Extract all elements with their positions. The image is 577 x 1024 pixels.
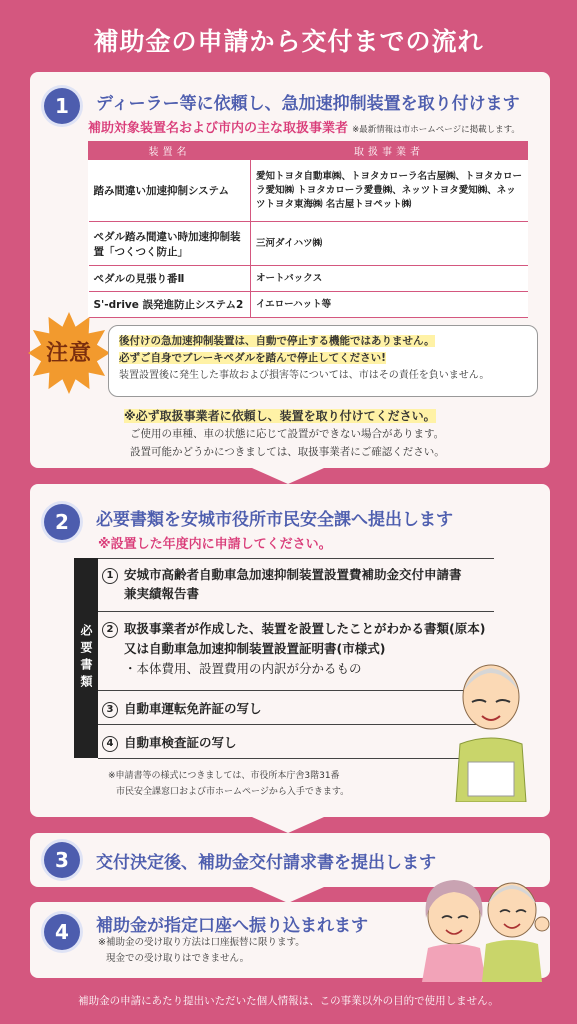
doc-divider — [98, 611, 494, 612]
table-row — [89, 222, 528, 266]
install-notice-line: 設置可能かどうかにつきましては、取扱事業者にご確認ください。 — [130, 446, 445, 458]
elderly-couple-illustration — [412, 858, 552, 982]
doc-item-2: 2 取扱事業者が作成した、装置を設置したことがわかる書類(原本) 又は自動車急加速抑制装置設置証明書(市様式) ・本体費用、設置費用の内訳が分かるもの — [102, 619, 485, 679]
device-dealer: 三河ダイハツ㈱ — [251, 222, 528, 266]
step2-notes: ※申請書等の様式につきましては、市役所本庁舎3階31番 市民安全課窓口および市ホームページから入手できます。 — [108, 771, 350, 797]
doc-number: 3 — [102, 702, 118, 718]
caution-line: 必ずご自身でブレーキペダルを踏んで停止してください! — [119, 352, 386, 364]
docs-label: 必要書類 — [74, 558, 98, 758]
arrow-down-2 — [252, 817, 324, 833]
caution-label: 注意 — [45, 341, 92, 366]
step1-subheading-text: 補助対象装置名および市内の主な取扱事業者 — [88, 121, 349, 136]
device-dealer: イエローハット等 — [251, 292, 528, 318]
step2-number: 2 — [44, 504, 80, 540]
step1-subheading-note: ※最新情報は市ホームページに掲載します。 — [352, 125, 520, 135]
install-notice-line: ご使用の車種、車の状態に応じて設置ができない場合があります。 — [130, 428, 445, 440]
arrow-down-1 — [252, 468, 324, 484]
table-header-device: 装置名 — [89, 142, 251, 160]
doc-divider — [98, 724, 494, 725]
doc-item-1: 1 安城市高齢者自動車急加速抑制装置設置費補助金交付申請書 兼実績報告書 — [102, 565, 462, 603]
install-notice-main: ※必ず取扱事業者に依頼し、装置を取り付けてください。 — [124, 409, 436, 423]
doc-number: 2 — [102, 622, 118, 638]
table-row — [89, 266, 528, 292]
caution-line: 装置設置後に発生した事故および損害等については、市はその責任を負いません。 — [119, 370, 490, 381]
table-row — [89, 160, 528, 222]
step4-number: 4 — [44, 914, 80, 950]
table-header-dealer: 取扱事業者 — [251, 142, 528, 160]
device-table — [88, 141, 528, 318]
device-dealer: オートバックス — [251, 266, 528, 292]
elderly-man-illustration — [450, 652, 532, 802]
step4-notes: ※補助金の受け取り方法は口座振替に限ります。 現金での受け取りはできません。 — [98, 937, 305, 964]
step2-heading: 必要書類を安城市役所市民安全課へ提出します — [96, 510, 453, 530]
caution-line: 後付けの急加速抑制装置は、自動で停止する機能ではありません。 — [119, 335, 435, 347]
step4-heading: 補助金が指定口座へ振り込まれます — [96, 916, 368, 936]
caution-box — [108, 325, 538, 397]
device-dealer: 愛知トヨタ自動車㈱、トヨタカローラ名古屋㈱、トヨタカローラ愛知㈱ トヨタカローラ愛豊㈱、ネッツトヨタ愛知㈱、ネッツトヨタ東海㈱ 名古屋トヨペット㈱ — [251, 160, 528, 222]
step1-number: 1 — [44, 88, 80, 124]
step1-heading: ディーラー等に依頼し、急加速抑制装置を取り付けます — [96, 94, 520, 114]
page-title: 補助金の申請から交付までの流れ — [93, 27, 484, 56]
install-notice — [124, 407, 445, 461]
step1-subheading — [88, 117, 520, 136]
doc-item-3: 3 自動車運転免許証の写し — [102, 699, 262, 718]
table-row — [89, 292, 528, 318]
doc-item-4: 4 自動車検査証の写し — [102, 733, 237, 752]
doc-divider — [98, 758, 494, 759]
footer-privacy-note: 補助金の申請にあたり提出いただいた個人情報は、この事業以外の目的で使用しません。 — [78, 995, 499, 1007]
step2-warning: ※設置した年度内に申請してください。 — [98, 537, 332, 552]
doc-number: 4 — [102, 736, 118, 752]
step3-number: 3 — [44, 842, 80, 878]
step3-heading: 交付決定後、補助金交付請求書を提出します — [96, 853, 436, 873]
doc-divider — [98, 558, 494, 559]
arrow-down-3 — [252, 887, 324, 903]
doc-number: 1 — [102, 568, 118, 584]
device-name: S'-drive 誤発進防止システム2 — [89, 292, 251, 318]
device-name: ペダル踏み間違い時加速抑制装置「つくつく防止」 — [89, 222, 251, 266]
device-name: 踏み間違い加速抑制システム — [89, 160, 251, 222]
device-name: ペダルの見張り番Ⅱ — [89, 266, 251, 292]
doc-divider — [98, 690, 494, 691]
